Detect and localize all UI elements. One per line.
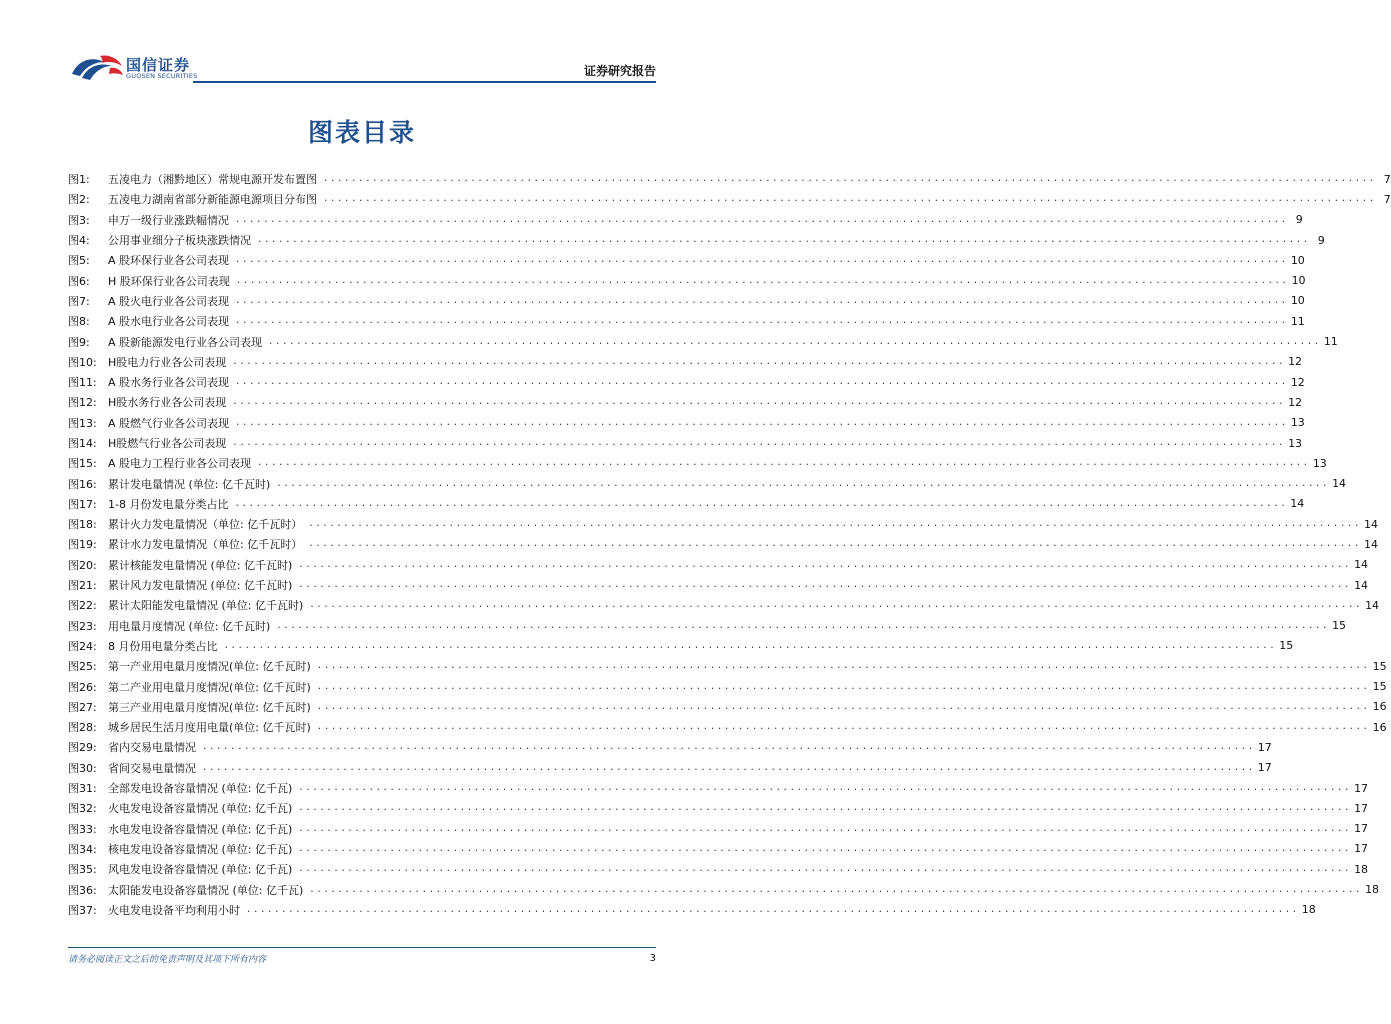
page-header — [68, 50, 656, 84]
toc-entry[interactable] — [68, 230, 1325, 250]
logo-english-name: GUOSEN SECURITIES — [126, 72, 198, 80]
toc-entry-label: 图3: — [68, 213, 90, 227]
toc-entry-title: 第三产业用电量月度情况(单位: 亿千瓦时) — [108, 700, 311, 714]
toc-entry[interactable] — [68, 453, 1327, 473]
toc-entry-page: 14 — [1365, 598, 1380, 612]
toc-entry-page: 15 — [1332, 619, 1347, 633]
toc-entry-title: 累计水力发电量情况（单位: 亿千瓦时） — [108, 538, 303, 552]
toc-entry-title: 第二产业用电量月度情况(单位: 亿千瓦时) — [108, 680, 311, 694]
toc-entry[interactable] — [68, 311, 1305, 331]
toc-entry-page: 18 — [1301, 903, 1316, 917]
toc-dot-leader: ...................................................................................................................................................... — [323, 194, 1376, 205]
toc-dot-leader: ...................................................................................................................................................... — [276, 478, 1330, 489]
toc-entry-label: 图37: — [68, 903, 97, 917]
toc-entry-label: 图8: — [68, 315, 90, 329]
toc-entry-page: 17 — [1257, 740, 1272, 754]
toc-entry-title: A 股火电行业各公司表现 — [108, 294, 230, 308]
table-of-figures — [68, 169, 1391, 920]
toc-entry-label: 图6: — [68, 274, 90, 288]
toc-entry-label: 图29: — [68, 741, 97, 755]
report-type-label: 证券研究报告 — [583, 64, 656, 78]
toc-entry-page: 17 — [1257, 761, 1272, 775]
toc-entry[interactable] — [68, 494, 1305, 514]
toc-entry[interactable] — [68, 900, 1316, 920]
toc-entry-label: 图24: — [68, 639, 97, 653]
toc-entry-label: 图13: — [68, 416, 97, 430]
toc-entry[interactable] — [68, 778, 1369, 798]
toc-entry[interactable] — [68, 413, 1305, 433]
toc-entry-title: 五凌电力（湘黔地区）常规电源开发布置图 — [108, 173, 317, 187]
toc-entry-title: 火电发电设备容量情况 (单位: 亿千瓦) — [108, 802, 293, 816]
toc-dot-leader: ...................................................................................................................................................... — [309, 600, 1363, 611]
toc-entry[interactable] — [68, 636, 1294, 656]
toc-entry-title: 水电发电设备容量情况 (单位: 亿千瓦) — [108, 822, 293, 836]
toc-dot-leader: ...................................................................................................................................................... — [235, 214, 1288, 225]
toc-entry[interactable] — [68, 210, 1303, 230]
toc-entry-label: 图22: — [68, 599, 97, 613]
toc-dot-leader: ...................................................................................................................................................... — [232, 397, 1286, 408]
toc-entry[interactable] — [68, 859, 1369, 879]
toc-entry-label: 图5: — [68, 254, 90, 268]
footer-divider — [68, 947, 656, 948]
toc-dot-leader: ...................................................................................................................................................... — [235, 377, 1288, 388]
toc-entry-page: 13 — [1312, 456, 1327, 470]
toc-dot-leader: ...................................................................................................................................................... — [202, 762, 1255, 773]
toc-entry-page: 9 — [1295, 213, 1303, 227]
toc-entry-label: 图33: — [68, 822, 97, 836]
toc-entry-page: 16 — [1372, 720, 1387, 734]
toc-entry-title: 核电发电设备容量情况 (单位: 亿千瓦) — [108, 842, 293, 856]
toc-dot-leader: ...................................................................................................................................................... — [316, 661, 1370, 672]
toc-dot-leader: ...................................................................................................................................................... — [232, 438, 1286, 448]
toc-dot-leader: ...................................................................................................................................................... — [298, 803, 1352, 814]
toc-dot-leader: ...................................................................................................................................................... — [298, 843, 1352, 854]
toc-entry[interactable] — [68, 879, 1380, 899]
toc-entry[interactable] — [68, 758, 1272, 778]
guosen-logo-icon — [70, 52, 126, 82]
toc-dot-leader: ...................................................................................................................................................... — [257, 458, 1310, 469]
toc-entry-title: A 股燃气行业各公司表现 — [108, 416, 230, 430]
toc-entry[interactable] — [68, 819, 1369, 839]
toc-entry[interactable] — [68, 656, 1387, 676]
toc-entry-page: 10 — [1290, 253, 1305, 267]
toc-entry-page: 17 — [1354, 781, 1369, 795]
toc-entry[interactable] — [68, 737, 1272, 757]
toc-entry-label: 图20: — [68, 558, 97, 572]
toc-entry-label: 图9: — [68, 335, 90, 349]
toc-entry-label: 图34: — [68, 842, 97, 856]
toc-entry-page: 13 — [1288, 436, 1303, 450]
toc-entry-page: 14 — [1354, 558, 1369, 572]
toc-entry-label: 图2: — [68, 193, 90, 207]
toc-dot-leader: ...................................................................................................................................................... — [235, 255, 1288, 266]
toc-entry-label: 图1: — [68, 173, 90, 187]
toc-entry[interactable] — [68, 555, 1369, 575]
header-divider — [193, 81, 656, 83]
toc-entry-page: 13 — [1290, 416, 1305, 430]
toc-entry-label: 图18: — [68, 518, 97, 532]
toc-entry-title: H股燃气行业各公司表现 — [108, 437, 227, 450]
toc-entry[interactable] — [68, 250, 1305, 270]
toc-entry-title: 全部发电设备容量情况 (单位: 亿千瓦) — [108, 782, 293, 796]
toc-entry-label: 图36: — [68, 883, 97, 897]
toc-entry-label: 图16: — [68, 477, 97, 491]
toc-entry-title: 省内交易电量情况 — [108, 741, 196, 755]
toc-entry-title: 省间交易电量情况 — [108, 761, 196, 775]
toc-entry-page: 10 — [1291, 274, 1306, 288]
toc-entry-label: 图26: — [68, 680, 97, 694]
toc-entry-label: 图7: — [68, 294, 90, 308]
toc-entry-title: H 股环保行业各公司表现 — [108, 274, 230, 288]
toc-entry[interactable] — [68, 616, 1347, 636]
toc-entry-label: 图17: — [68, 497, 97, 511]
toc-entry-title: A 股环保行业各公司表现 — [108, 254, 230, 268]
toc-entry-title: 城乡居民生活月度用电量(单位: 亿千瓦时) — [108, 721, 311, 735]
toc-dot-leader: ...................................................................................................................................................... — [235, 316, 1288, 327]
toc-entry[interactable] — [68, 291, 1305, 311]
toc-entry-label: 图32: — [68, 802, 97, 816]
toc-dot-leader: ...................................................................................................................................................... — [235, 275, 1289, 286]
toc-entry-page: 14 — [1354, 578, 1369, 592]
toc-entry-title: 风电发电设备容量情况 (单位: 亿千瓦) — [108, 863, 293, 877]
toc-entry-page: 11 — [1290, 314, 1305, 328]
toc-entry-title: 1-8 月份发电量分类占比 — [108, 497, 229, 511]
toc-dot-leader: ...................................................................................................................................................... — [309, 884, 1363, 895]
toc-dot-leader: ...................................................................................................................................................... — [235, 417, 1288, 428]
toc-entry-page: 17 — [1354, 842, 1369, 856]
toc-dot-leader: ...................................................................................................................................................... — [234, 498, 1288, 509]
toc-entry-title: 太阳能发电设备容量情况 (单位: 亿千瓦) — [108, 883, 304, 897]
toc-entry[interactable] — [68, 352, 1303, 372]
toc-entry-page: 14 — [1290, 497, 1305, 511]
toc-entry[interactable] — [68, 798, 1369, 818]
toc-dot-leader: ...................................................................................................................................................... — [298, 580, 1352, 591]
toc-entry-title: 申万一级行业涨跌幅情况 — [108, 213, 229, 227]
toc-entry[interactable] — [68, 473, 1347, 493]
toc-entry-label: 图35: — [68, 863, 97, 877]
toc-entry[interactable] — [68, 331, 1338, 351]
toc-dot-leader: ...................................................................................................................................................... — [298, 864, 1352, 875]
toc-entry-label: 图25: — [68, 660, 97, 674]
toc-entry-label: 图21: — [68, 579, 97, 593]
toc-entry-label: 图11: — [68, 376, 97, 390]
toc-entry-title: 公用事业细分子板块涨跌情况 — [108, 234, 251, 248]
toc-entry-title: A 股水电行业各公司表现 — [108, 315, 230, 329]
toc-entry-label: 图30: — [68, 761, 97, 775]
toc-entry-title: 累计风力发电量情况 (单位: 亿千瓦时) — [108, 579, 293, 593]
toc-entry-label: 图12: — [68, 396, 97, 410]
toc-entry[interactable] — [68, 717, 1387, 737]
toc-dot-leader: ...................................................................................................................................................... — [316, 722, 1370, 733]
toc-entry-title: 五凌电力湖南省部分新能源电源项目分布图 — [108, 193, 317, 207]
toc-entry[interactable] — [68, 697, 1387, 717]
toc-entry-page: 7 — [1383, 172, 1391, 186]
toc-entry[interactable] — [68, 676, 1387, 696]
toc-entry-title: H股水务行业各公司表现 — [108, 396, 227, 410]
toc-entry[interactable] — [68, 169, 1391, 189]
toc-dot-leader: ...................................................................................................................................................... — [268, 336, 1321, 347]
toc-entry-title: 累计发电量情况 (单位: 亿千瓦时) — [108, 477, 271, 491]
toc-dot-leader: ...................................................................................................................................................... — [202, 742, 1255, 753]
toc-entry-title: A 股水务行业各公司表现 — [108, 376, 230, 390]
toc-entry-title: 累计核能发电量情况 (单位: 亿千瓦时) — [108, 558, 293, 572]
page-title: 图表目录 — [307, 118, 416, 147]
toc-entry-title: 第一产业用电量月度情况(单位: 亿千瓦时) — [108, 660, 311, 674]
toc-entry-page: 12 — [1288, 395, 1303, 409]
toc-entry[interactable] — [68, 595, 1380, 615]
toc-entry-page: 16 — [1372, 700, 1387, 714]
toc-dot-leader: ...................................................................................................................................................... — [257, 235, 1310, 246]
toc-entry[interactable] — [68, 270, 1306, 290]
toc-entry-title: A 股新能源发电行业各公司表现 — [108, 335, 263, 349]
toc-entry-label: 图14: — [68, 437, 97, 450]
toc-entry-title: 火电发电设备平均利用小时 — [108, 903, 240, 917]
logo-chinese-name: 国信证券 — [126, 56, 191, 74]
toc-entry-page: 17 — [1354, 822, 1369, 836]
toc-entry-label: 图23: — [68, 619, 97, 633]
toc-dot-leader: ...................................................................................................................................................... — [246, 904, 1299, 915]
toc-dot-leader: ...................................................................................................................................................... — [276, 620, 1330, 631]
toc-entry[interactable] — [68, 433, 1303, 453]
toc-dot-leader: ...................................................................................................................................................... — [298, 823, 1352, 834]
toc-entry-page: 14 — [1332, 477, 1347, 491]
toc-dot-leader: ...................................................................................................................................................... — [223, 640, 1277, 651]
toc-entry-page: 10 — [1290, 294, 1305, 308]
toc-entry-page: 18 — [1354, 862, 1369, 876]
toc-entry-title: 累计太阳能发电量情况 (单位: 亿千瓦时) — [108, 599, 304, 613]
toc-entry-title: 累计火力发电量情况（单位: 亿千瓦时） — [108, 518, 303, 532]
toc-entry[interactable] — [68, 372, 1305, 392]
toc-dot-leader: ...................................................................................................................................................... — [298, 559, 1352, 570]
toc-entry-title: H股电力行业各公司表现 — [108, 355, 227, 369]
page-number: 3 — [649, 953, 656, 964]
toc-dot-leader: ...................................................................................................................................................... — [308, 519, 1361, 530]
toc-dot-leader: ...................................................................................................................................................... — [235, 295, 1288, 306]
footer-disclaimer: 请务必阅读正文之后的免责声明及其项下所有内容 — [68, 955, 267, 965]
toc-entry-label: 图31: — [68, 782, 97, 796]
toc-entry-page: 18 — [1365, 883, 1380, 897]
toc-entry-page: 11 — [1323, 335, 1338, 349]
toc-entry-label: 图19: — [68, 538, 97, 552]
toc-entry[interactable] — [68, 514, 1378, 534]
toc-entry-label: 图27: — [68, 700, 97, 714]
toc-entry[interactable] — [68, 575, 1369, 595]
toc-entry-page: 7 — [1383, 192, 1391, 206]
toc-entry-page: 14 — [1363, 537, 1378, 551]
toc-entry-page: 15 — [1372, 680, 1387, 694]
toc-entry[interactable] — [68, 534, 1378, 554]
toc-dot-leader: ...................................................................................................................................................... — [323, 174, 1376, 185]
toc-entry[interactable] — [68, 839, 1369, 859]
toc-dot-leader: ...................................................................................................................................................... — [232, 356, 1286, 367]
toc-entry-title: 用电量月度情况 (单位: 亿千瓦时) — [108, 619, 271, 633]
toc-dot-leader: ...................................................................................................................................................... — [308, 539, 1361, 550]
toc-entry-label: 图4: — [68, 234, 90, 248]
toc-dot-leader: ...................................................................................................................................................... — [316, 681, 1370, 692]
toc-entry-label: 图15: — [68, 457, 97, 471]
toc-entry-label: 图28: — [68, 721, 97, 735]
toc-entry-page: 17 — [1354, 801, 1369, 815]
toc-dot-leader: ...................................................................................................................................................... — [316, 701, 1370, 712]
toc-entry-title: A 股电力工程行业各公司表现 — [108, 457, 252, 471]
toc-entry-page: 15 — [1372, 659, 1387, 673]
toc-entry-title: 8 月份用电量分类占比 — [108, 639, 218, 653]
toc-dot-leader: ...................................................................................................................................................... — [298, 783, 1352, 794]
toc-entry-page: 15 — [1279, 639, 1294, 653]
toc-entry[interactable] — [68, 392, 1303, 412]
toc-entry-page: 12 — [1288, 355, 1303, 369]
toc-entry[interactable] — [68, 189, 1391, 209]
toc-entry-label: 图10: — [68, 355, 97, 369]
toc-entry-page: 14 — [1363, 517, 1378, 531]
toc-entry-page: 9 — [1317, 233, 1325, 247]
toc-entry-page: 12 — [1290, 375, 1305, 389]
